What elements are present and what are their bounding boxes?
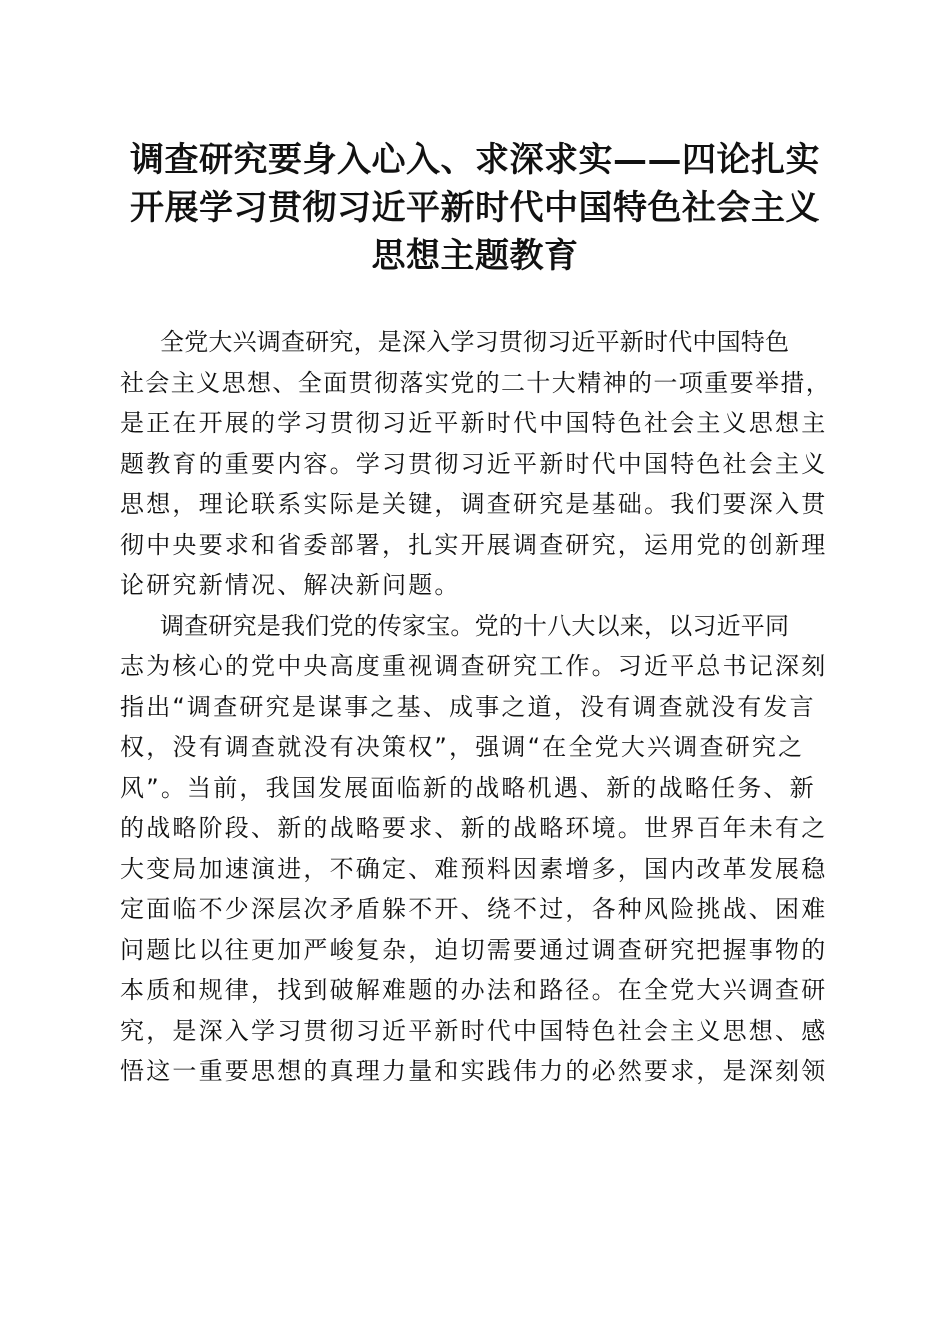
- text-line: 题教育的重要内容。学习贯彻习近平新时代中国特色社会主义: [120, 449, 828, 478]
- title-line: 开展学习贯彻习近平新时代中国特色社会主义: [130, 188, 820, 228]
- text-line: 权，没有调查就没有决策权”，强调“在全党大兴调查研究之: [120, 733, 805, 761]
- text-line: 问题比以往更加严峻复杂，迫切需要通过调查研究把握事物的: [120, 935, 828, 964]
- text-line: 志为核心的党中央高度重视调查研究工作。习近平总书记深刻: [120, 652, 828, 680]
- text-line: 定面临不少深层次矛盾躲不开、绕不过，各种风险挑战、困难: [120, 895, 828, 923]
- title-line: 思想主题教育: [371, 236, 579, 276]
- text-line: 是正在开展的学习贯彻习近平新时代中国特色社会主义思想主: [120, 409, 828, 437]
- text-line: 调查研究是我们党的传家宝。党的十八大以来，以习近平同: [160, 611, 790, 640]
- text-line: 的战略阶段、新的战略要求、新的战略环境。世界百年未有之: [120, 814, 828, 842]
- text-line: 风”。当前，我国发展面临新的战略机遇、新的战略任务、新: [120, 773, 816, 802]
- text-line: 大变局加速演进，不确定、难预料因素增多，国内改革发展稳: [120, 854, 828, 883]
- document-body: [120, 322, 832, 1092]
- text-line: 究，是深入学习贯彻习近平新时代中国特色社会主义思想、感: [120, 1016, 828, 1045]
- text-line: 彻中央要求和省委部署，扎实开展调查研究，运用党的创新理: [120, 530, 828, 559]
- text-line: 全党大兴调查研究，是深入学习贯彻习近平新时代中国特色: [160, 328, 790, 356]
- paragraph: [120, 322, 832, 606]
- title-line: 调查研究要身入心入、求深求实——四论扎实: [130, 140, 820, 180]
- text-line: 论研究新情况、解决新问题。: [120, 571, 461, 599]
- text-line: 思想，理论联系实际是关键，调查研究是基础。我们要深入贯: [120, 490, 828, 518]
- text-line: 指出“调查研究是谋事之基、成事之道，没有调查就没有发言: [120, 692, 816, 721]
- text-line: 本质和规律，找到破解难题的办法和路径。在全党大兴调查研: [120, 976, 828, 1004]
- text-line: 社会主义思想、全面贯彻落实党的二十大精神的一项重要举措，: [120, 368, 832, 397]
- paragraph: [120, 606, 832, 1092]
- text-line: 悟这一重要思想的真理力量和实践伟力的必然要求，是深刻领: [120, 1057, 828, 1085]
- document-title: [110, 136, 840, 280]
